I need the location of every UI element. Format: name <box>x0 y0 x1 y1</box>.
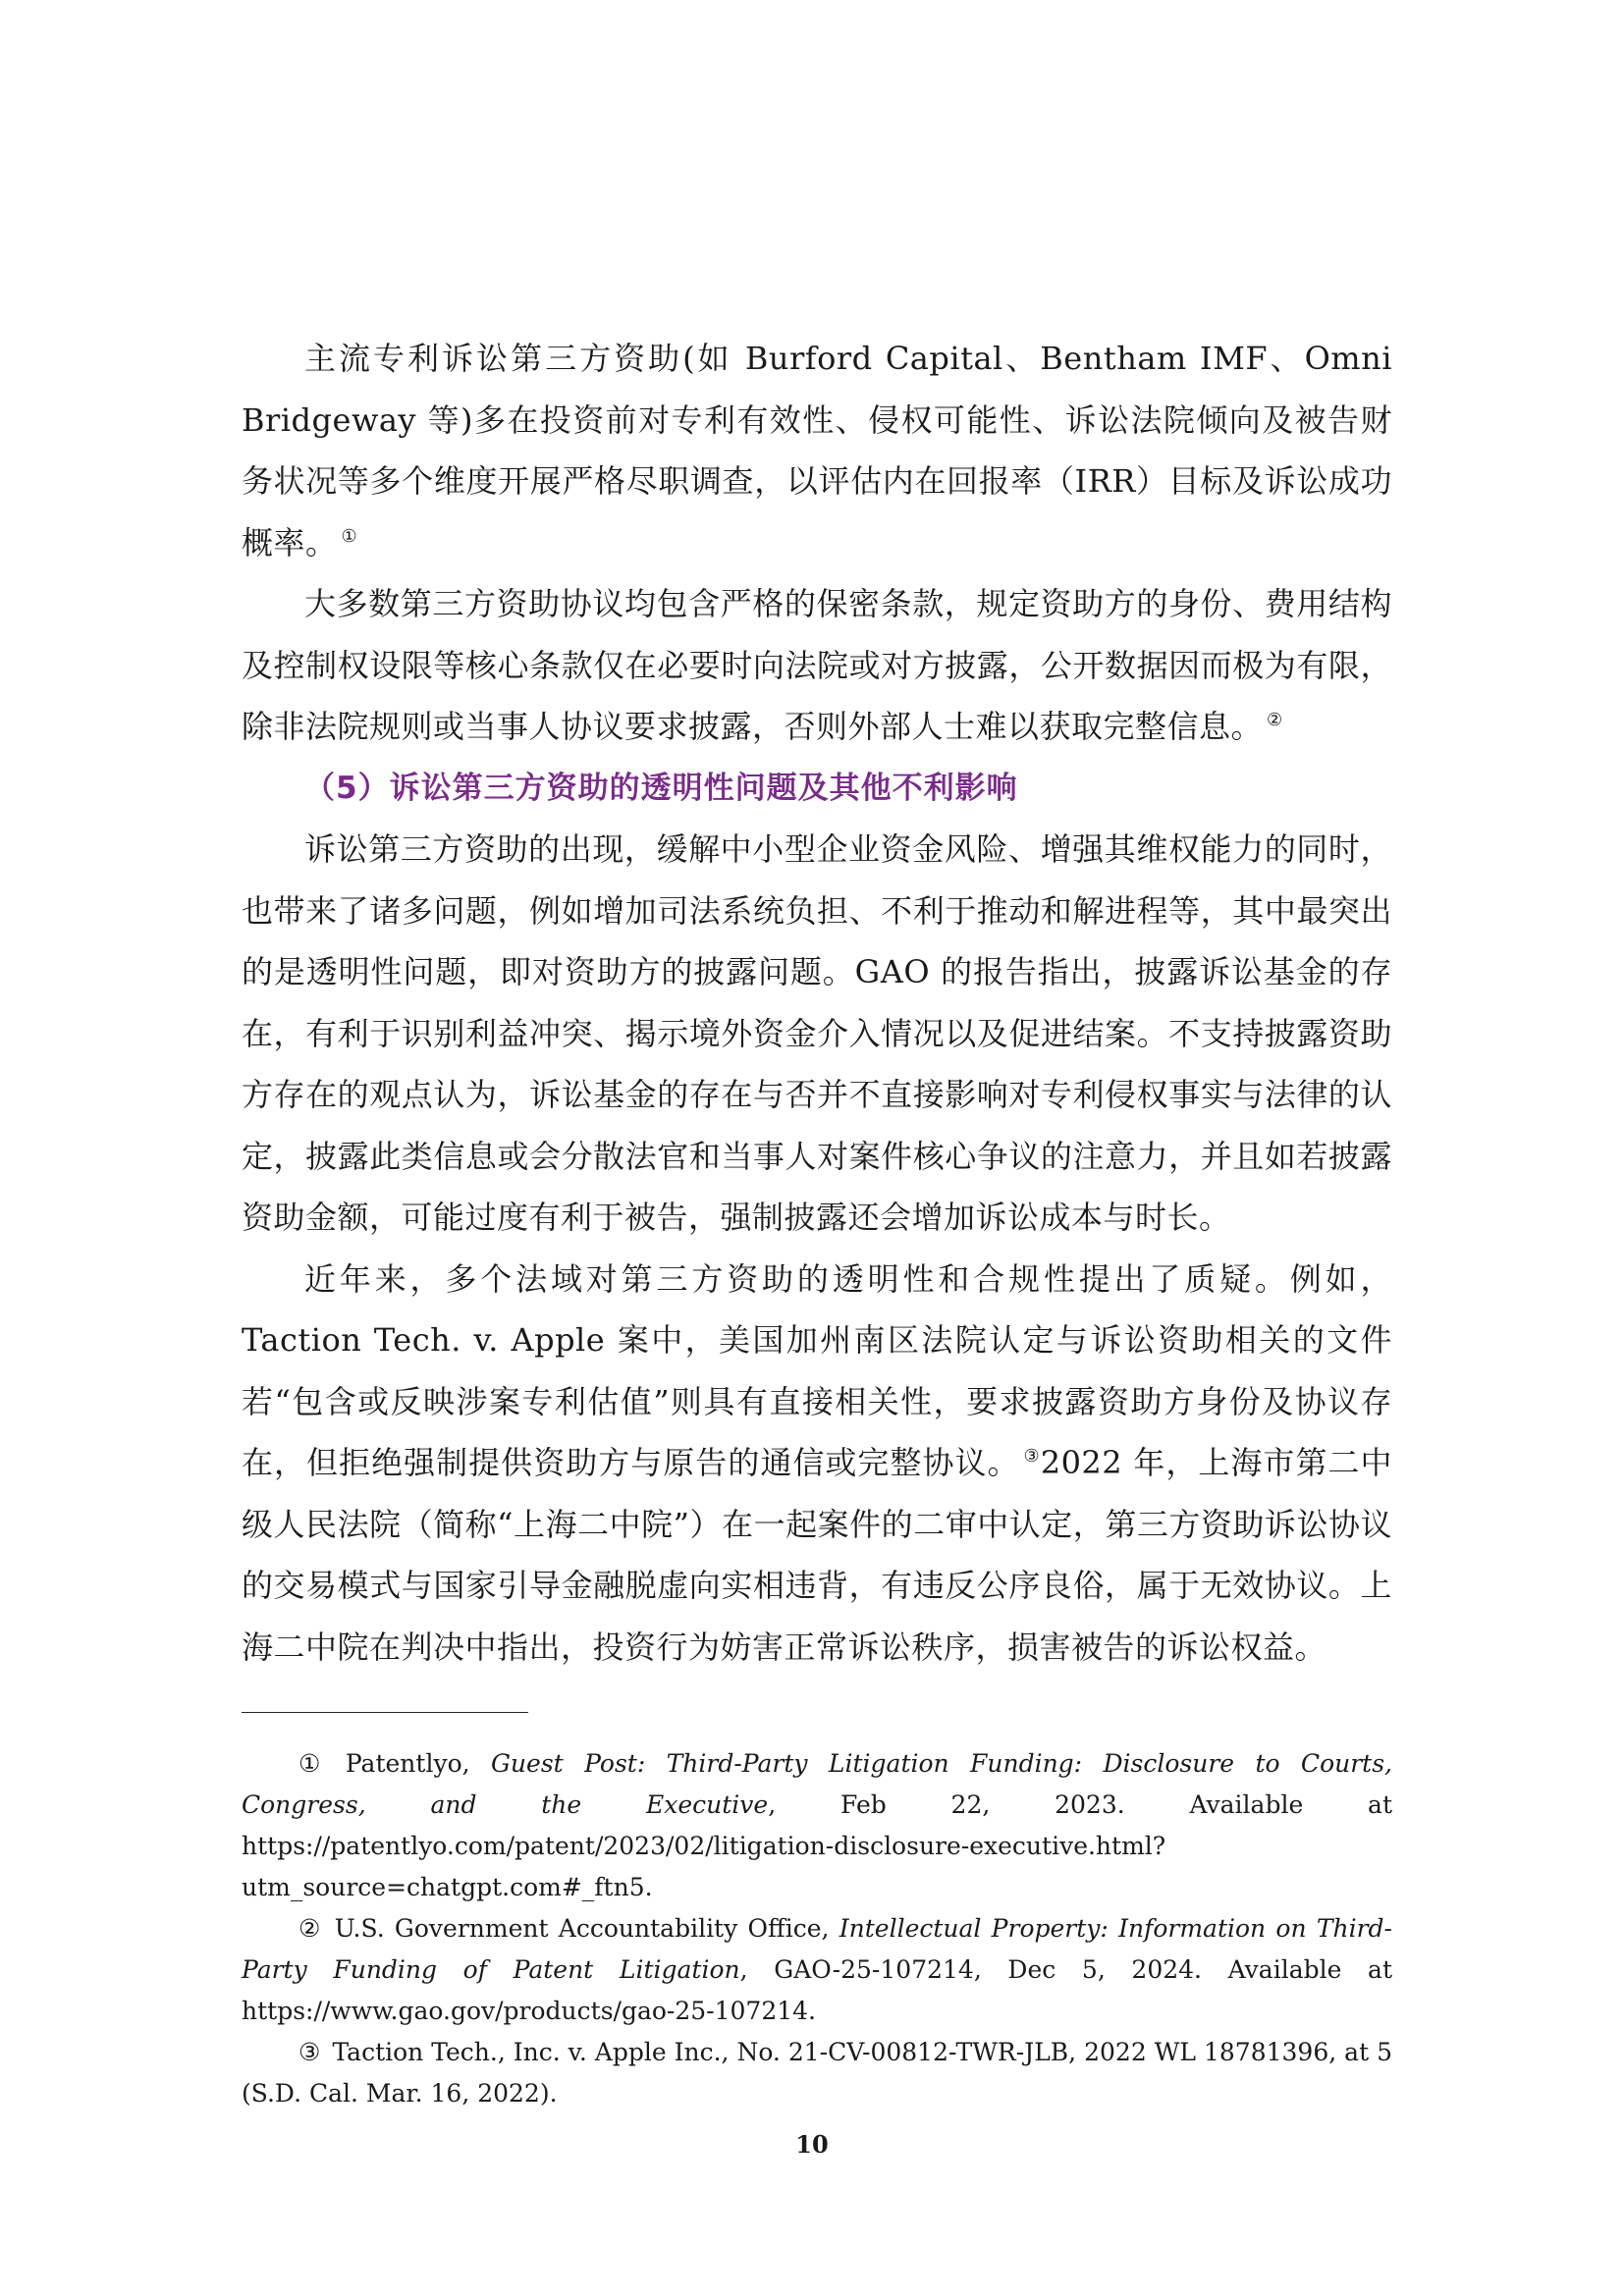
paragraph-3: 诉讼第三方资助的出现，缓解中小型企业资金风险、增强其维权能力的同时，也带来了诸多问题，例如增加司法系统负担、不利于推动和解进程等，其中最突出的是透明性问题，即对资助方的披露问题。GAO 的报告指出，披露诉讼基金的存在，有利于识别利益冲突、揭示境外资金介入情况以及促进结案。不支持披露资助方存在的观点认为，诉讼基金的存在与否并不直接影响对专利侵权事实与法律的认定，披露此类信息或会分散法官和当事人对案件核心争议的注意力，并且如若披露资助金额，可能过度有利于被告，强制披露还会增加诉讼成本与时长。 <box>242 830 1392 1236</box>
footnote-ref-1[interactable]: ① <box>341 525 358 547</box>
paragraph-1-text: 主流专利诉讼第三方资助(如 Burford Capital、Bentham IMF、Omni Bridgeway 等)多在投资前对专利有效性、侵权可能性、诉讼法院倾向及被告财务状况等多个维度开展严格尽职调查，以评估内在回报率（IRR）目标及诉讼成功概率。 <box>242 340 1392 561</box>
paragraph-2-text: 大多数第三方资助协议均包含严格的保密条款，规定资助方的身份、费用结构及控制权设限等核心条款仅在必要时向法院或对方披露，公开数据因而极为有限，除非法院规则或当事人协议要求披露，否则外部人士难以获取完整信息。 <box>242 585 1392 745</box>
page-number: 10 <box>795 2130 829 2159</box>
paragraph-4-text-a: 近年来，多个法域对第三方资助的透明性和合规性提出了质疑。例如，Taction Tech. v. Apple 案中，美国加州南区法院认定与诉讼资助相关的文件若“包含或反映涉案专利估值”则具有直接相关性，要求披露资助方身份及协议存在，但拒绝强制提供资助方与原告的通信或完整协议。 <box>242 1259 1392 1481</box>
footnote-number: ① <box>298 1749 334 1778</box>
footnotes <box>242 1743 1392 2114</box>
footnote-ref-3[interactable]: ③ <box>1023 1446 1041 1467</box>
footnote-2 <box>242 1908 1392 2032</box>
paragraph-4-text-b: 2022 年，上海市第二中级人民法院（简称“上海二中院”）在一起案件的二审中认定，第三方资助诉讼协议的交易模式与国家引导金融脱虚向实相违背，有违反公序良俗，属于无效协议。上海二中院在判决中指出，投资行为妨害正常诉讼秩序，损害被告的诉讼权益。 <box>242 1444 1392 1666</box>
footnote-source[interactable]: , GAO-25-107214, Dec 5, 2024. Available at https://www.gao.gov/products/gao-25-107214. <box>242 1955 1393 2025</box>
footnote-source[interactable]: , Feb 22, 2023. Available at https://patentlyo.com/patent/2023/02/litigation-disclosure-executive.html?utm_source=chatgpt.com#_ftn5. <box>242 1790 1393 1901</box>
footnote-author: U.S. Government Accountability Office, <box>334 1914 839 1943</box>
paragraph-1 <box>242 328 1392 573</box>
footnote-separator <box>242 1712 528 1713</box>
footnote-ref-2[interactable]: ② <box>1267 710 1283 730</box>
paragraph-2 <box>242 573 1392 758</box>
footnote-1 <box>242 1743 1392 1908</box>
footnote-title: Guest Post: Third-Party Litigation Funding: Disclosure to Courts, Congress, and the Executive <box>242 1749 1392 1819</box>
section-heading: （5）诉讼第三方资助的透明性问题及其他不利影响 <box>304 770 1018 806</box>
body-text <box>242 328 1392 1678</box>
footnote-number: ② <box>298 1914 323 1943</box>
footnote-3 <box>242 2032 1392 2114</box>
paragraph-4 <box>242 1249 1392 1679</box>
footnote-title: Intellectual Property: Information on Third-Party Funding of Patent Litigation <box>242 1914 1393 1984</box>
footnote-number: ③ <box>298 2038 321 2066</box>
footnote-author: Patentlyo, <box>345 1749 491 1778</box>
footnote-citation: Taction Tech., Inc. v. Apple Inc., No. 21-CV-00812-TWR-JLB, 2022 WL 18781396, at 5 (S.D. Cal. Mar. 16, 2022). <box>242 2038 1392 2108</box>
